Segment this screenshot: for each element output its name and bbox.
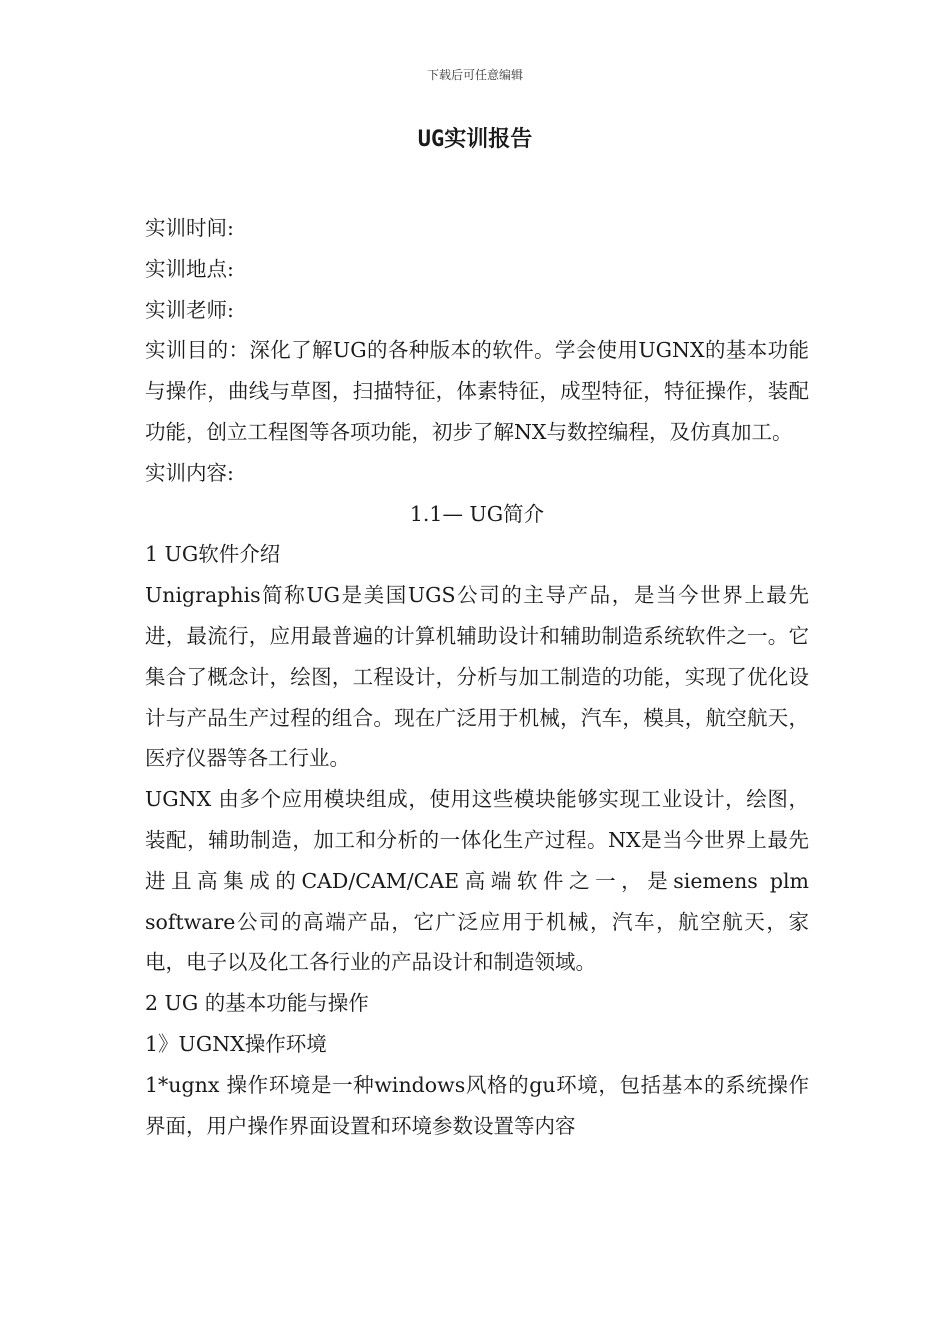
document-body [145,208,809,1146]
content-label: 实训内容: [145,460,234,485]
document-title: UG实训报告 [417,127,533,152]
purpose-paragraph: 实训目的：深化了解UG的各种版本的软件。学会使用UGNX的基本功能与操作，曲线与草图，扫描特征，体素特征，成型特征，特征操作，装配功能，创立工程图等各项功能，初步了解NX与数控编程，及仿真加工。 [145,338,809,444]
subsection-heading-2: 2 UG 的基本功能与操作 [145,991,369,1016]
list-item-heading: 1》UGNX操作环境 [145,1031,327,1056]
header-note: 下载后可任意编辑 [426,68,523,82]
intro-paragraph-2: UGNX 由多个应用模块组成，使用这些模块能够实现工业设计，绘图， 装配，辅助制造，加工和分析的一体化生产过程。NX是当今世界上最先进且高集成的CAD/CAM/CAE高端软件之一，是siemens plm software公司的高端产品，它广泛应用于机械，汽车，航空航天，家电，电子以及化工各行业的产品设计和制造领域。 [145,787,809,975]
list-item-text: 1*ugnx 操作环境是一种windows风格的gu环境，包括基本的系统操作界面，用户操作界面设置和环境参数设置等内容 [145,1072,809,1138]
field-place: 实训地点: [145,256,234,281]
section-heading: 1.1— UG简介 [409,501,545,526]
field-teacher: 实训老师: [145,297,234,322]
intro-paragraph-1: Unigraphis简称UG是美国UGS公司的主导产品，是当今世界上最先进，最流行，应用最普遍的计算机辅助设计和辅助制造系统软件之一。它集合了概念计，绘图，工程设计，分析与加工制造的功能，实现了优化设计与产品生产过程的组合。现在广泛用于机械，汽车，模具，航空航天，医疗仪器等各工行业。 [145,583,809,771]
subsection-heading-1: 1 UG软件介绍 [145,542,281,567]
field-time: 实训时间: [145,216,234,240]
